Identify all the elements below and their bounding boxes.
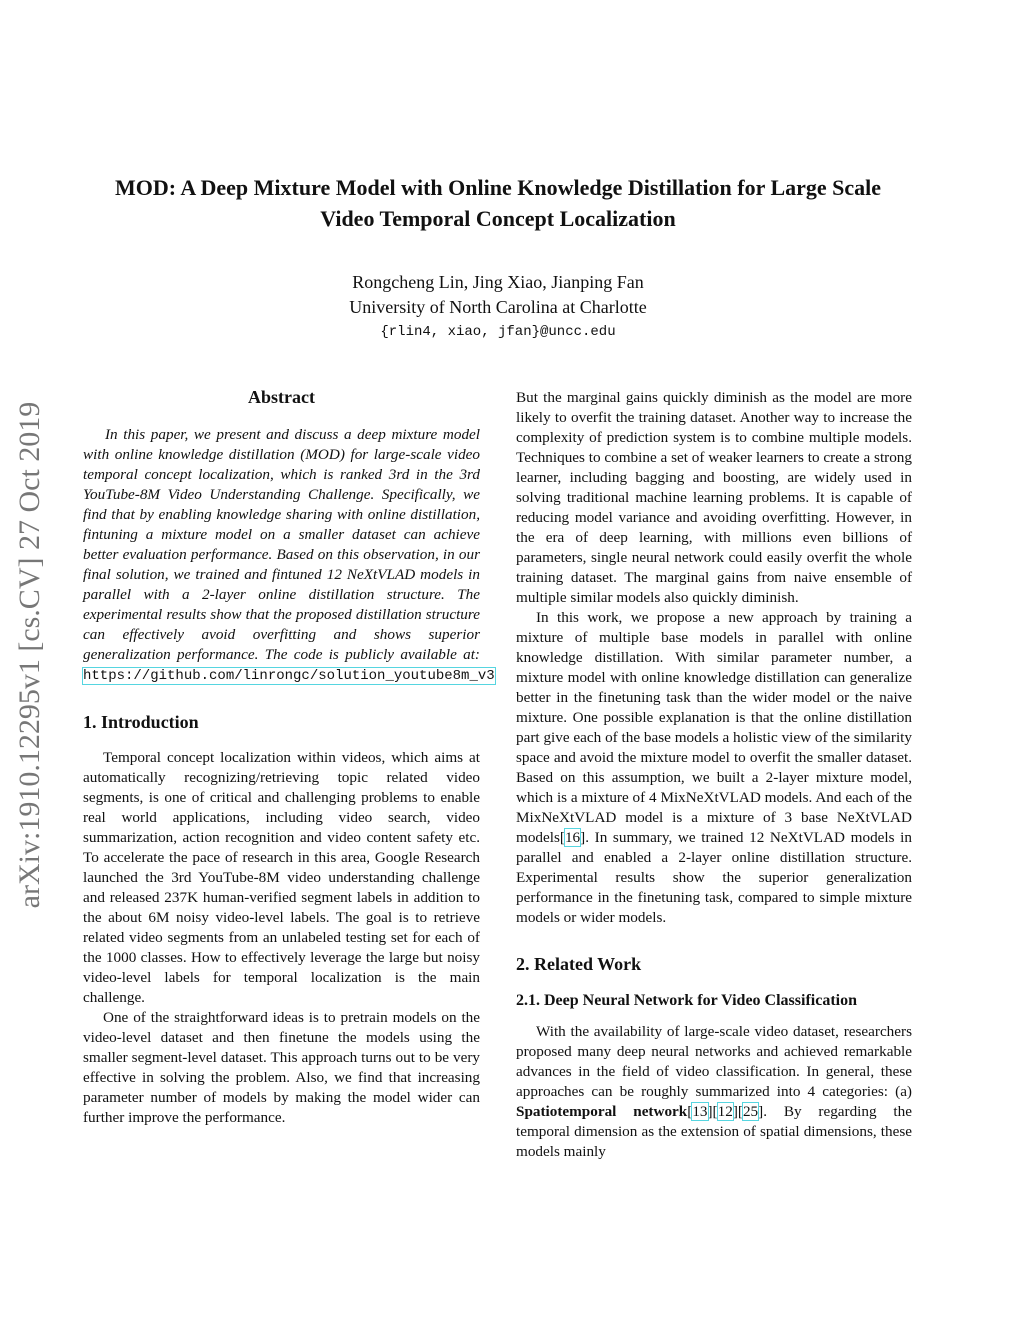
intro-paragraph-4-start: In this work, we propose a new approach by training a mixture of multiple base models in parallel with online knowledge distillation. With similar parameter number, a mixture model with online knowledge distillation can generalize better in the finetuning task than the wider model or the naive mixture. One possible explanation is that the online distillation part give each of the base models a holistic view of the similarity space and avoid the mixture model to overfit the smaller dataset. Based on this assumption, we built a 2-layer mixture model, which is a mixture of 4 MixNeXtVLAD models. And each of the MixNeXtVLAD model is a mixture of 3 base NeXtVLAD models (516, 609, 912, 846)
paper-title: MOD: A Deep Mixture Model with Online Knowledge Distillation for Large Scale Video Temporal Concept Localization (114, 175, 882, 231)
right-column (516, 388, 912, 1162)
related-work-subheading: 2.1. Deep Neural Network for Video Classification (516, 992, 857, 1009)
citation-link[interactable]: 13 (692, 1103, 708, 1120)
spatiotemporal-network-term: Spatiotemporal network (516, 1103, 688, 1120)
left-column (83, 385, 495, 1128)
intro-paragraph-3: But the marginal gains quickly diminish as the model are more likely to overfit the training dataset. Another way to increase the complexity of prediction system is to combine multiple models. Techniques to combine a set of weaker learners to create a strong learner, including bagging and boosting, are widely used in solving traditional machine learning problems. It is capable of reducing model variance and avoiding overfitting. However, in the era of deep learning, with millions even billions of parameters, single neural network could easily overfit the whole training dataset. The marginal gains from naive ensemble of multiple similar models also quickly diminish. (516, 389, 912, 606)
author-email: {rlin4, xiao, jfan}@uncc.edu (380, 324, 616, 340)
author-block (200, 270, 796, 345)
author-names: Rongcheng Lin, Jing Xiao, Jianping Fan (352, 272, 644, 292)
arxiv-identifier: arXiv:1910.12295v1 [cs.CV] 27 Oct 2019 (13, 401, 46, 909)
intro-paragraph-2: One of the straightforward ideas is to pretrain models on the video-level dataset and then finetune the models using the smaller segment-level dataset. This approach turns out to be very effective in solving the problem. Also, we find that increasing parameter number of models by making the model wider can further improve the performance. (83, 1009, 480, 1126)
related-work-text-end: . By regarding the temporal dimension as the extension of spatial dimensions, these models mainly (516, 1103, 912, 1160)
citation-link[interactable]: 12 (717, 1103, 733, 1120)
intro-paragraph-1: Temporal concept localization within videos, which aims at automatically recognizing/retrieving topic related video segments, is one of critical and challenging problems to enable real world applications, including video search, video summarization, action recognition and video content safety etc. To accelerate the pace of research in this area, Google Research launched the 3rd YouTube-8M video understanding challenge and released 237K human-verified segment labels in addition to the about 6M noisy video-level labels. The goal is to retrieve related video segments from an unlabeled testing set for each of the 1000 classes. How to effectively leverage the large but noisy video-level labels for temporal localization is the main challenge. (83, 749, 480, 1006)
citation-link[interactable]: 25 (742, 1103, 759, 1120)
citation-link[interactable]: 16 (564, 829, 581, 846)
code-link[interactable]: https://github.com/linrongc/solution_youtube8m_v3 (83, 668, 495, 684)
related-work-paragraph-1: With the availability of large-scale video dataset, researchers proposed many deep neural networks and achieved remarkable advances in the field of video classification. In general, these approaches can be roughly summarized into 4 categories: (a) Spatiotemporal network[13][12][25]. By regarding the temporal dimension as the extension of spatial dimensions, these models mainly (516, 1023, 912, 1160)
intro-paragraph-4-end: . In summary, we trained 12 NeXtVLAD models in parallel and enabled a 2-layer online distillation structure. Experimental results show the superior generalization performance in the finetuning task, compared to simple mixture models or wider models. (516, 829, 912, 926)
abstract-body: In this paper, we present and discuss a deep mixture model with online knowledge distillation (MOD) for large-scale video temporal concept localization, which is ranked 3rd in the 3rd YouTube-8M Video Understanding Challenge. Specifically, we find that by enabling knowledge sharing with online distillation, fintuning a mixture model on a smaller dataset can achieve better evaluation performance. Based on this observation, in our final solution, we trained and fintuned 12 NeXtVLAD models in parallel with a 2-layer online distillation structure. The experimental results show that the proposed distillation structure can effectively avoid overfitting and shows superior generalization performance. The code is publicly available at: (83, 426, 480, 663)
introduction-heading: 1. Introduction (83, 712, 199, 732)
intro-paragraph-4: In this work, we propose a new approach by training a mixture of multiple base models in parallel with online knowledge distillation. With similar parameter number, a mixture model with online knowledge distillation can generalize better in the finetuning task than the wider model or the naive mixture. One possible explanation is that the online distillation part give each of the base models a holistic view of the similarity space and avoid the mixture model to overfit the smaller dataset. Based on this assumption, we built a 2-layer mixture model, which is a mixture of 4 MixNeXtVLAD models. And each of the MixNeXtVLAD model is a mixture of 3 base NeXtVLAD models[16]. In summary, we trained 12 NeXtVLAD models in parallel and enabled a 2-layer online distillation structure. Experimental results show the superior generalization performance in the finetuning task, compared to simple mixture models or wider models. (516, 609, 912, 926)
abstract-heading: Abstract (248, 387, 315, 407)
related-work-heading: 2. Related Work (516, 954, 642, 974)
related-work-text-start: With the availability of large-scale video dataset, researchers proposed many deep neural networks and achieved remarkable advances in the field of video classification. In general, these approaches can be roughly summarized into 4 categories: (a) (516, 1023, 912, 1100)
abstract-text (83, 425, 495, 686)
author-affiliation: University of North Carolina at Charlotte (349, 297, 647, 317)
